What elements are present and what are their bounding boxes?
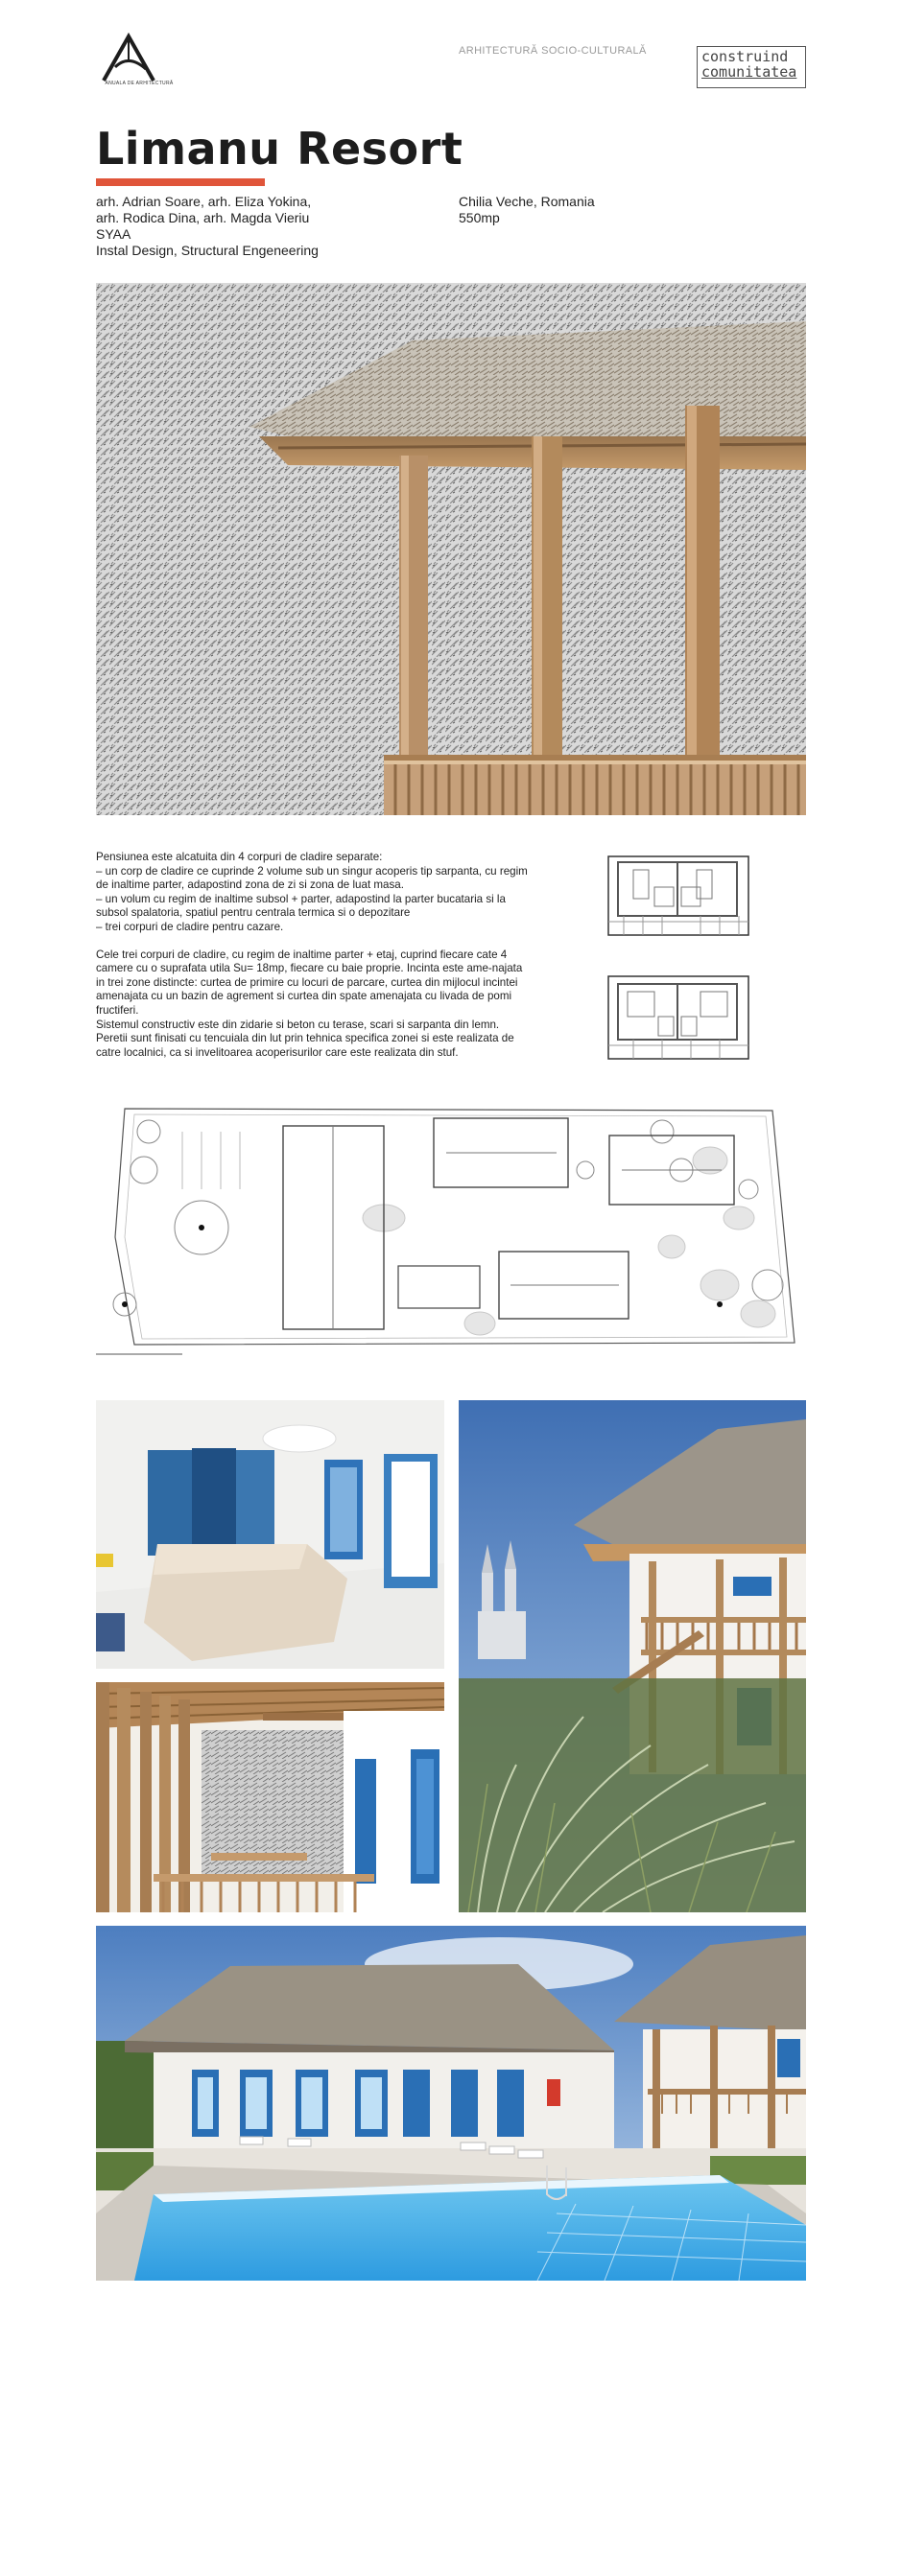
credit-line: SYAA bbox=[96, 226, 131, 242]
photo-bedroom-interior bbox=[96, 1400, 444, 1669]
badge-line1: construind bbox=[701, 48, 789, 65]
project-description bbox=[96, 851, 530, 1073]
description-paragraph: Pensiunea este alcatuita din 4 corpuri de cladire separate: – un corp de cladire ce cuprinde 2 volume sub un singur acoperis tip sarpanta, cu regim de inaltime parter, adapostind zona de zi si zona de luat masa. – un volum cu regim de inaltime subsol + parter, adapostind la parter bucataria si la subsol spalatoria, spatiul pentru centrala termica si o depozitare – trei corpuri de cladire pentru cazare. bbox=[96, 851, 528, 933]
photo-covered-terrace bbox=[96, 1682, 444, 1912]
photo-exterior-church bbox=[459, 1400, 806, 1912]
site-plan-drawing bbox=[96, 1103, 806, 1357]
credit-line: arh. Rodica Dina, arh. Magda Vieriu bbox=[96, 210, 310, 225]
page-title: Limanu Resort bbox=[96, 123, 463, 175]
annual-architecture-logo bbox=[96, 31, 163, 88]
construind-comunitatea-badge bbox=[697, 46, 806, 88]
floor-plan-ground bbox=[605, 849, 758, 945]
credit-line: Instal Design, Structural Engeneering bbox=[96, 243, 319, 258]
project-credits bbox=[96, 194, 319, 259]
area-text: 550mp bbox=[459, 210, 500, 225]
logo-caption: ANUALA DE ARHITECTURĂ bbox=[105, 81, 174, 86]
category-label: ARHITECTURĂ SOCIO-CULTURALĂ bbox=[459, 45, 647, 57]
project-location bbox=[459, 194, 595, 226]
location-text: Chilia Veche, Romania bbox=[459, 194, 595, 209]
badge-line2: comunitatea bbox=[701, 63, 797, 81]
title-accent-bar bbox=[96, 178, 265, 186]
credit-line: arh. Adrian Soare, arh. Eliza Yokina, bbox=[96, 194, 312, 209]
photo-pool-and-resort bbox=[96, 1926, 806, 2281]
floor-plan-upper bbox=[605, 969, 758, 1070]
description-paragraph: Cele trei corpuri de cladire, cu regim de inaltime parter + etaj, cuprind fiecare cate 4 camere cu o suprafata utila Su= 18mp, fiecare cu baie proprie. Incinta este ame-najata in trei zone distincte: curtea de primire cu locuri de parcare, curtea din mijlocul incintei amenajata cu un bazin de agrement si curtea din spate amenajata cu livada de pomi fructiferi. Sistemul constructiv este din zidarie si beton cu terase, scari si sarpanta din lemn. Peretii sunt finisati cu tencuiala din lut prin tehnica specifica zonei si este realizata de catre localnici, ca si invelitoarea acoperisurilor care este realizata din stuf. bbox=[96, 948, 523, 1059]
hero-photo-thatched-porch bbox=[96, 283, 806, 815]
